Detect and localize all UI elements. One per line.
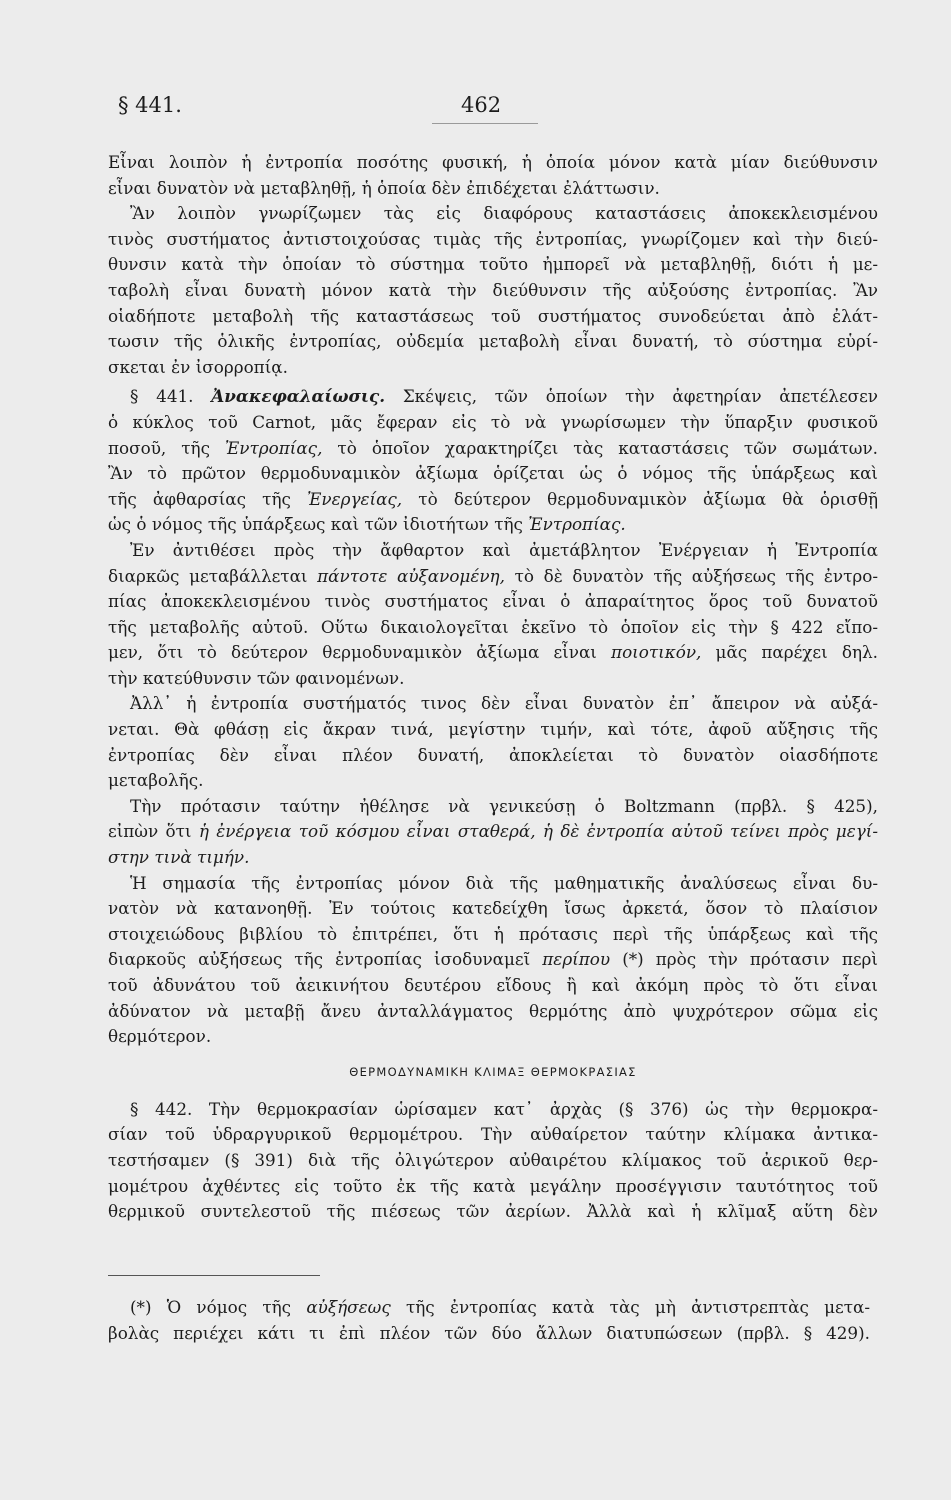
text-line: πίας ἀποκεκλεισμένου τινὸς συστήματος εἶναι ὁ ἀπαραίτητος ὅρος τοῦ δυνατοῦ <box>108 591 878 612</box>
text-line: τὴν κατεύθυνσιν τῶν φαινομένων. <box>108 667 405 688</box>
section-heading: ΘΕΡΜΟΔΥΝΑΜΙΚΗ ΚΛΙΜΑΞ ΘΕΡΜΟΚΡΑΣΙΑΣ <box>349 1064 637 1079</box>
text-line: τωσιν τῆς ὁλικῆς ἐντροπίας, οὐδεμία μεταβολὴ εἶναι δυνατή, τὸ σύστημα εὑρί- <box>108 331 878 352</box>
text-line: Ἐν ἀντιθέσει πρὸς τὴν ἄφθαρτον καὶ ἀμετάβλητον Ἐνέργειαν ἡ Ἐντροπία <box>130 539 878 560</box>
text-line: μομέτρου ἀχθέντες εἰς τοῦτο ἐκ τῆς κατὰ μεγάλην προσέγγισιν ταυτότητος τοῦ <box>108 1175 878 1196</box>
text-line: Τὴν πρότασιν ταύτην ἠθέλησε νὰ γενικεύσῃ ὁ Boltzmann (πρβλ. § 425), <box>130 795 878 816</box>
text-line: ταβολὴ εἶναι δυνατὴ μόνον κατὰ τὴν διεύθυνσιν τῆς αὐξούσης ἐντροπίας. Ἂν <box>108 279 878 300</box>
text-line: Ἂν λοιπὸν γνωρίζωμεν τὰς εἰς διαφόρους καταστάσεις ἀποκεκλεισμένου <box>130 203 878 224</box>
text-line: θυνσιν κατὰ τὴν ὁποίαν τὸ σύστημα τοῦτο ἠμπορεῖ νὰ μεταβληθῇ, διότι ἡ με- <box>108 254 878 275</box>
text-line: σίαν τοῦ ὑδραργυρικοῦ θερμομέτρου. Τὴν αὐθαίρετον ταύτην κλίμακα ἀντικα- <box>108 1124 878 1145</box>
text-line: στοιχειώδους βιβλίου τὸ ἐπιτρέπει, ὅτι ἡ πρότασις περὶ τῆς ὑπάρξεως καὶ τῆς <box>108 923 878 944</box>
text-line: οἱαδήποτε μεταβολὴ τῆς καταστάσεως τοῦ συστήματος συνοδεύεται ἀπὸ ἐλάτ- <box>108 305 878 326</box>
footnote-line: βολὰς περιέχει κάτι τι ἐπὶ πλέον τῶν δύο ἄλλων διατυπώσεων (πρβλ. § 429). <box>108 1322 870 1343</box>
body-text <box>108 150 878 1225</box>
text-line: ἐντροπίας δὲν εἶναι πλέον δυνατή, ἀποκλείεται τὸ δυνατὸν οἱασδήποτε <box>108 744 878 765</box>
text-line: θερμότερον. <box>108 1026 212 1047</box>
footnote-line: (*) Ὁ νόμος τῆς αὐξήσεως τῆς ἐντροπίας κατὰ τὰς μὴ ἀντιστρεπτὰς μετα- <box>130 1297 870 1317</box>
footnote <box>108 1295 870 1346</box>
text-line: σκεται ἐν ἰσορροπίᾳ. <box>108 356 288 377</box>
text-line: νεται. Θὰ φθάσῃ εἰς ἄκραν τινά, μεγίστην τιμήν, καὶ τότε, ἀφοῦ αὔξησις τῆς <box>108 719 878 740</box>
text-line: διαρκοῦς αὐξήσεως τῆς ἐντροπίας ἰσοδυναμεῖ περίπου (*) πρὸς τὴν πρότασιν περὶ <box>108 949 878 970</box>
text-line: τῆς ἀφθαρσίας τῆς Ἐνεργείας, τὸ δεύτερον θερμοδυναμικὸν ἀξίωμα θὰ ὁρισθῇ <box>108 488 878 509</box>
text-line: νατὸν νὰ κατανοηθῇ. Ἐν τούτοις κατεδείχθη ἴσως ἀρκετά, ὅσον τὸ πλαίσιον <box>108 898 878 919</box>
text-line: ὡς ὁ νόμος τῆς ὑπάρξεως καὶ τῶν ἰδιοτήτων τῆς Ἐντροπίας. <box>108 514 626 535</box>
text-line: ὁ κύκλος τοῦ Carnot, μᾶς ἔφεραν εἰς τὸ νὰ γνωρίσωμεν τὴν ὕπαρξιν φυσικοῦ <box>108 411 878 432</box>
text-line: Ἂν τὸ πρῶτον θερμοδυναμικὸν ἀξίωμα ὁρίζεται ὡς ὁ νόμος τῆς ὑπάρξεως καὶ <box>108 463 878 484</box>
text-line: τεστήσαμεν (§ 391) διὰ τῆς ὀλιγώτερον αὐθαιρέτου κλίμακος τοῦ ἀερικοῦ θερ- <box>108 1149 878 1170</box>
running-head <box>0 93 951 123</box>
section-441-title-line: § 441. Ἀνακεφαλαίωσις. Σκέψεις, τῶν ὁποίων τὴν ἀφετηρίαν ἀπετέλεσεν <box>130 386 878 407</box>
text-line: Εἶναι λοιπὸν ἡ ἐντροπία ποσότης φυσική, ἡ ὁποία μόνον κατὰ μίαν διεύθυνσιν <box>108 152 878 172</box>
text-line: στην τινὰ τιμήν. <box>108 847 250 868</box>
text-line: § 442. Τὴν θερμοκρασίαν ὡρίσαμεν κατ᾽ ἀρχὰς (§ 376) ὡς τὴν θερμοκρα- <box>130 1098 878 1119</box>
text-line: μεν, ὅτι τὸ δεύτερον θερμοδυναμικὸν ἀξίωμα εἶναι ποιοτικόν, μᾶς παρέχει δηλ. <box>108 642 878 663</box>
footnote-rule <box>108 1275 320 1276</box>
text-line: ἀδύνατον νὰ μεταβῇ ἄνευ ἀνταλλάγματος θερμότης ἀπὸ ψυχρότερον σῶμα εἰς <box>108 1000 878 1021</box>
text-line: διαρκῶς μεταβάλλεται πάντοτε αὐξανομένη, τὸ δὲ δυνατὸν τῆς αὐξήσεως τῆς ἐντρο- <box>108 565 878 586</box>
text-line: ποσοῦ, τῆς Ἐντροπίας, τὸ ὁποῖον χαρακτηρίζει τὰς καταστάσεις τῶν σωμάτων. <box>108 437 878 458</box>
head-rule <box>432 123 538 124</box>
text-line: Ἡ σημασία τῆς ἐντροπίας μόνον διὰ τῆς μαθηματικῆς ἀναλύσεως εἶναι δυ- <box>130 872 878 893</box>
page-number: 462 <box>461 93 502 117</box>
text-line: θερμικοῦ συντελεστοῦ τῆς πιέσεως τῶν ἀερίων. Ἀλλὰ καὶ ἡ κλῖμαξ αὕτη δὲν <box>108 1201 878 1222</box>
text-line: εἰπὼν ὅτι ἡ ἐνέργεια τοῦ κόσμου εἶναι σταθερά, ἡ δὲ ἐντροπία αὐτοῦ τείνει πρὸς μεγί- <box>108 821 878 842</box>
text-line: εἶναι δυνατὸν νὰ μεταβληθῇ, ἡ ὁποία δὲν ἐπιδέχεται ἐλάττωσιν. <box>108 177 660 198</box>
text-line: τῆς μεταβολῆς αὐτοῦ. Οὕτω δικαιολογεῖται ἐκεῖνο τὸ ὁποῖον εἰς τὴν § 422 εἴπο- <box>108 616 878 637</box>
text-line: τινὸς συστήματος ἀντιστοιχούσας τιμὰς τῆς ἐντροπίας, γνωρίζομεν καὶ τὴν διεύ- <box>108 228 878 249</box>
text-line: τοῦ ἀδυνάτου τοῦ ἀεικινήτου δευτέρου εἴδους ἢ καὶ ἀκόμη πρὸς τὸ ὅτι εἶναι <box>108 975 878 995</box>
text-line: Ἀλλ᾽ ἡ ἐντροπία συστήματός τινος δὲν εἶναι δυνατὸν ἐπ᾽ ἄπειρον νὰ αὐξά- <box>130 693 878 714</box>
text-line: μεταβολῆς. <box>108 770 204 791</box>
section-mark: § 441. <box>118 93 182 117</box>
